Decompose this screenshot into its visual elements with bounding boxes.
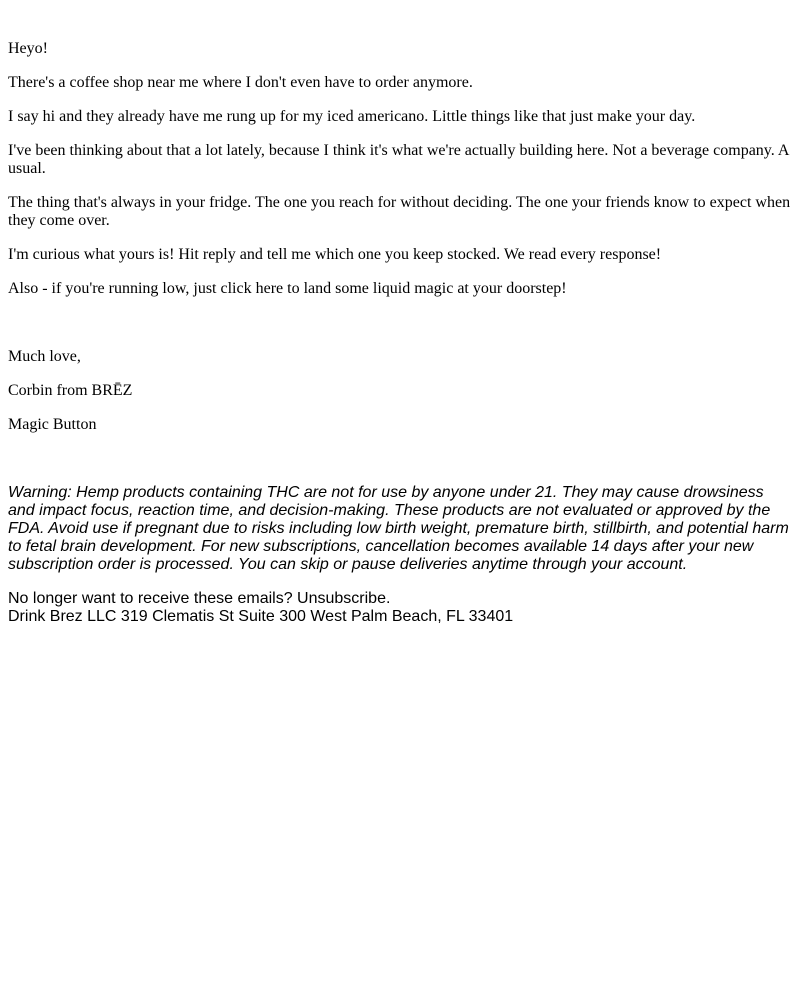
shop-link[interactable]: click here [220, 280, 284, 297]
greeting: Heyo! [8, 40, 48, 57]
spacer [8, 450, 792, 484]
body-paragraph-1: There's a coffee shop near me where I don't even have to order anymore. [8, 74, 473, 91]
cta-text-after: to land some liquid magic at your doorstep! [283, 280, 567, 297]
company-address: Drink Brez LLC 319 Clematis St Suite 300 West Palm Beach, FL 33401 [8, 608, 514, 625]
signature: Corbin from BRĒZ [8, 382, 133, 399]
spacer [8, 314, 792, 348]
unsubscribe-line [8, 590, 792, 608]
unsubscribe-link[interactable]: Unsubscribe [297, 590, 386, 607]
email-body [8, 40, 792, 626]
cta-text-before: Also - if you're running low, just [8, 280, 221, 297]
cta-paragraph [8, 280, 792, 298]
body-paragraph-5: I'm curious what yours is! Hit reply and tell me which one you keep stocked. We read every response! [8, 246, 662, 263]
body-paragraph-2: I say hi and they already have me rung up for my iced americano. Little things like that just make your day. [8, 108, 696, 125]
body-paragraph-3: I've been thinking about that a lot lately, because I think it's what we're actually building here. Not a beverage company. A usual. [8, 142, 789, 177]
magic-button[interactable]: Magic Button [8, 416, 97, 433]
unsubscribe-suffix: . [385, 590, 391, 607]
legal-warning: Warning: Hemp products containing THC are not for use by anyone under 21. They may cause drowsiness and impact focus, reaction time, and decision-making. These products are not evaluated or approved by the FDA. Avoid use if pregnant due to risks including low birth weight, premature birth, stillbirth, and potential harm to fetal brain development. For new subscriptions, cancellation becomes available 14 days after your new subscription order is processed. You can skip or pause deliveries anytime through your account. [8, 484, 789, 573]
body-paragraph-4: The thing that's always in your fridge. The one you reach for without deciding. The one your friends know to expect when they come over. [8, 194, 791, 229]
unsubscribe-prefix: No longer want to receive these emails? [8, 590, 298, 607]
signoff: Much love, [8, 348, 81, 365]
